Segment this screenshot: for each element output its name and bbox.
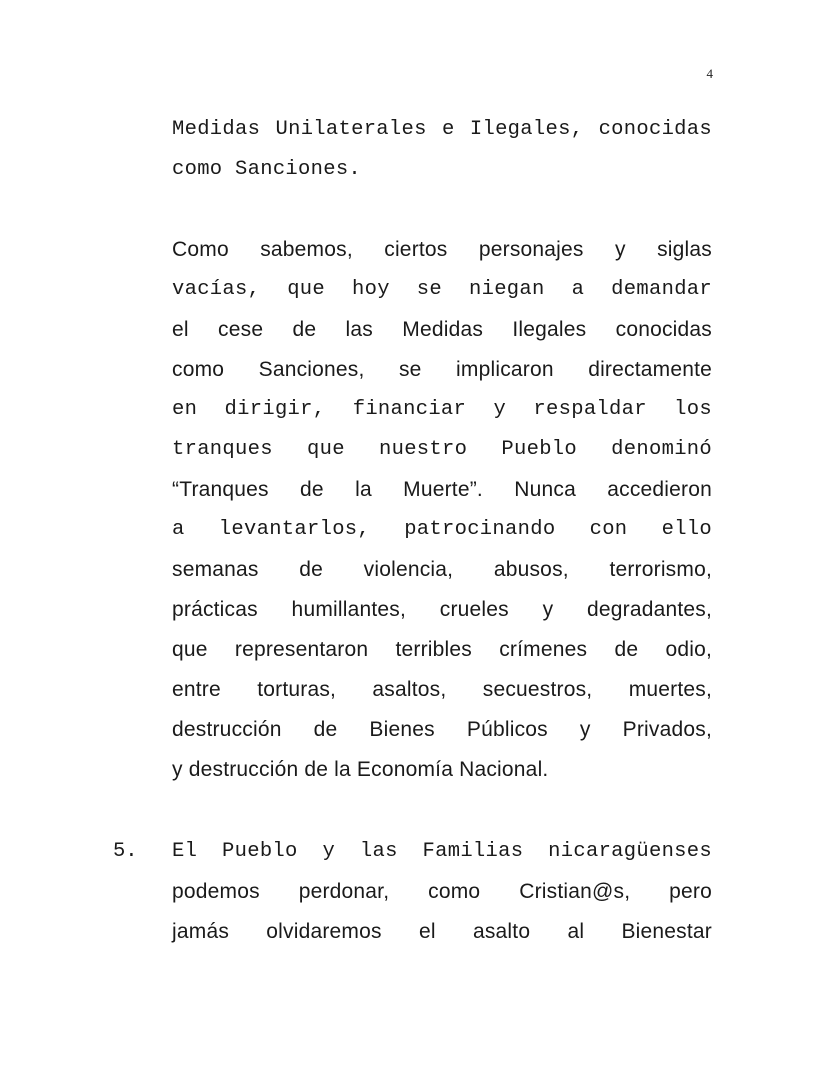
text-line: El Pueblo y las Familias nicaragüenses xyxy=(172,840,712,863)
text-line: jamás olvidaremos el asalto al Bienestar xyxy=(172,920,712,943)
text-line: “Tranques de la Muerte”. Nunca accedieron xyxy=(172,478,712,501)
text-line: semanas de violencia, abusos, terrorismo, xyxy=(172,558,712,581)
text-line: en dirigir, financiar y respaldar los xyxy=(172,398,712,421)
list-item-text xyxy=(172,832,712,952)
page-number: 4 xyxy=(706,66,713,81)
text-line: como Sanciones, se implicaron directamente xyxy=(172,358,712,381)
paragraph-continuation xyxy=(172,110,712,190)
text-line: podemos perdonar, como Cristian@s, pero xyxy=(172,880,712,903)
text-line: el cese de las Medidas Ilegales conocidas xyxy=(172,318,712,341)
text-line: y destrucción de la Economía Nacional. xyxy=(172,758,549,781)
list-item-number: 5. xyxy=(113,840,138,863)
text-line: entre torturas, asaltos, secuestros, muertes, xyxy=(172,678,712,701)
text-line: a levantarlos, patrocinando con ello xyxy=(172,518,712,541)
text-line: Medidas Unilaterales e Ilegales, conocidas xyxy=(172,118,712,141)
text-line: que representaron terribles crímenes de odio, xyxy=(172,638,712,661)
text-line: destrucción de Bienes Públicos y Privados, xyxy=(172,718,712,741)
text-line: tranques que nuestro Pueblo denominó xyxy=(172,438,712,461)
text-line: como Sanciones. xyxy=(172,158,362,181)
text-line: prácticas humillantes, crueles y degradantes, xyxy=(172,598,712,621)
text-line: vacías, que hoy se niegan a demandar xyxy=(172,278,712,301)
paragraph-body xyxy=(172,230,712,790)
text-line: Como sabemos, ciertos personajes y siglas xyxy=(172,238,712,261)
